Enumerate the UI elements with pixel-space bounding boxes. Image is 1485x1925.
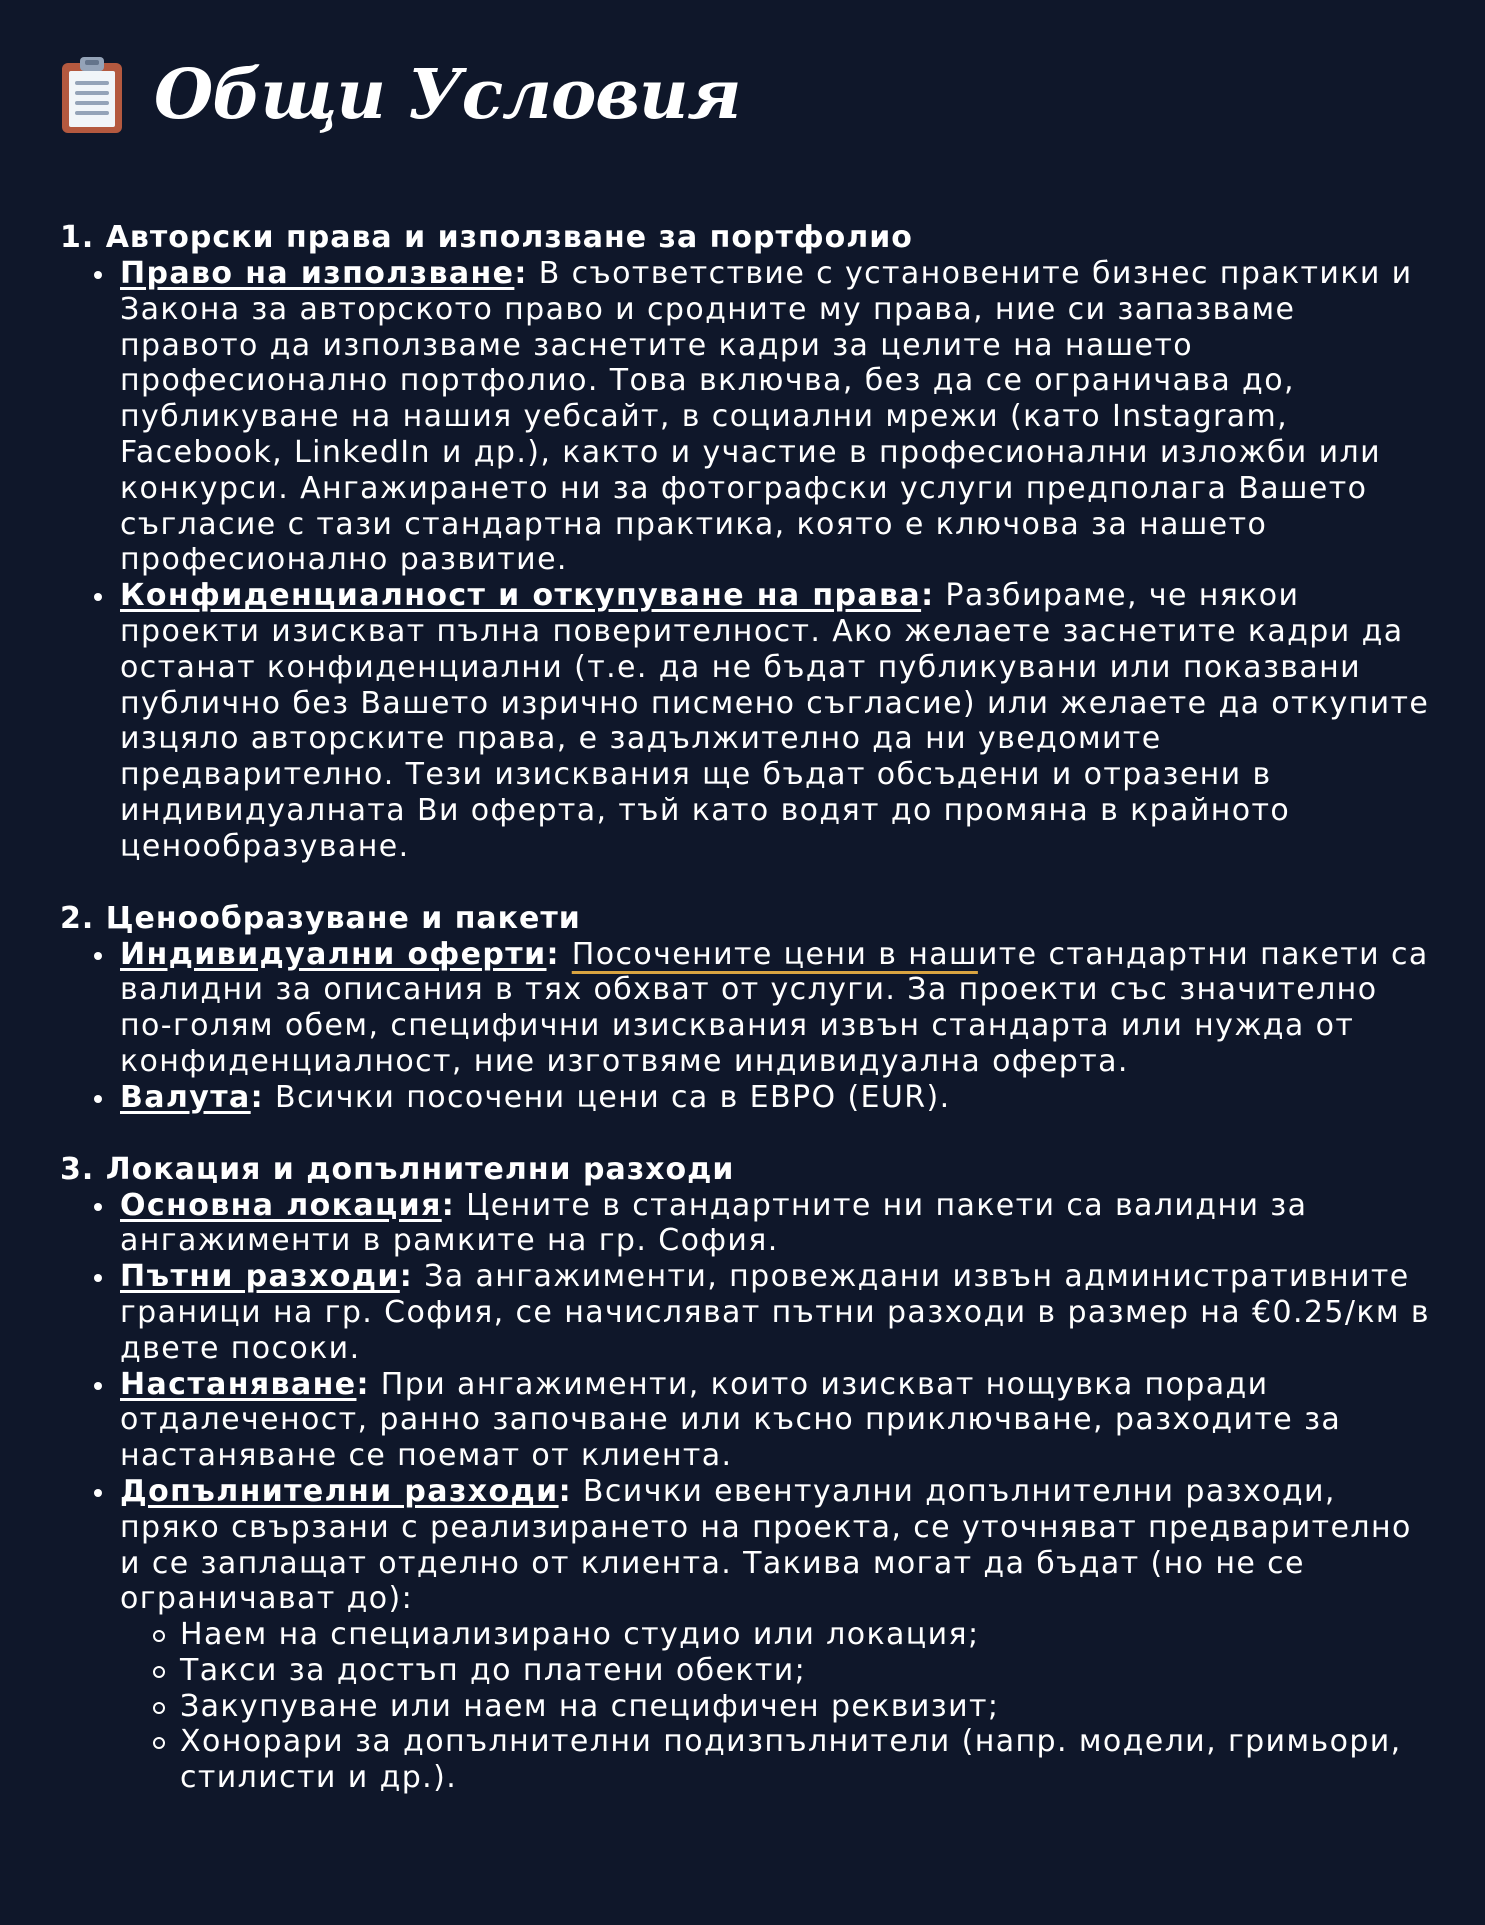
bullet-list [60, 1188, 1435, 1797]
sub-list-item: Хонорари за допълнителни подизпълнители (напр. модели, гримьори, стилисти и др.). [180, 1724, 1435, 1796]
term-label: Конфиденциалност и откупуване на права [120, 578, 922, 614]
term-label: Пътни разходи [120, 1259, 400, 1295]
list-item: Основна локация: Цените в стандартните ни пакети са валидни за ангажименти в рамките на гр. София. [120, 1188, 1435, 1260]
sub-list-item: Такси за достъп до платени обекти; [180, 1653, 1435, 1689]
section-copyright [60, 220, 1435, 865]
bullet-list [60, 256, 1435, 865]
list-item: Настаняване: При ангажименти, които изискват нощувка поради отдалеченост, ранно започване или късно приключване, разходите за настаняване се поемат от клиента. [120, 1367, 1435, 1474]
list-item: Валута: Всички посочени цени са в ЕВРО (EUR). [120, 1080, 1435, 1116]
title-row [60, 40, 1435, 150]
term-text: Всички посочени цени са в ЕВРО (EUR). [264, 1079, 951, 1115]
list-item: Пътни разходи: За ангажименти, провеждани извън административните граници на гр. София, се начисляват пътни разходи в размер на €0.25/км в двете посоки. [120, 1259, 1435, 1366]
clipboard-icon [60, 55, 124, 135]
section-location [60, 1152, 1435, 1797]
page-title: Общи Условия [154, 55, 741, 135]
section-heading: 2. Ценообразуване и пакети [60, 900, 581, 936]
section-heading: 1. Авторски права и използване за портфолио [60, 220, 913, 255]
terms-sections [60, 220, 1435, 1796]
sub-list-item: Закупуване или наем на специфичен реквизит; [180, 1689, 1435, 1725]
term-text: Разбираме, че някои проекти изискват пълна поверителност. Ако желаете заснетите кадри да останат конфиденциални (т.е. да не бъдат публикувани или показвани публично без Вашето изрично писмено съгласие) или желаете да откупите изцяло авторските права, е задължително да ни уведомите предварително. Тези изисквания ще бъдат обсъдени и отразени в индивидуалната Ви оферта, тъй като водят до промяна в крайното ценообразуване. [120, 578, 1430, 864]
term-label: Настаняване [120, 1366, 357, 1402]
list-item: Право на използване: В съответствие с установените бизнес практики и Закона за авторското право и сродните му права, ние си запазваме правото да използваме заснетите кадри за целите на нашето професионално портфолио. Това включва, без да се ограничава до, публикуване на нашия уебсайт, в социални мрежи (като Instagram, Facebook, LinkedIn и др.), както и участие в професионални изложби или конкурси. Ангажирането ни за фотографски услуги предполага Вашето съгласие с тази стандартна практика, която е ключова за нашето професионално развитие. [120, 256, 1435, 578]
term-text: При ангажименти, които изискват нощувка поради отдалеченост, ранно започване или късно приключване, разходите за настаняване се поемат от клиента. [120, 1366, 1342, 1474]
term-text: За ангажименти, провеждани извън административните граници на гр. София, се начисляват пътни разходи в размер на €0.25/км в двете посоки. [120, 1259, 1430, 1366]
term-text: Всички евентуални допълнителни разходи, пряко свързани с реализирането на проекта, се уточняват предварително и се заплащат отделно от клиента. Такива могат да бъдат (но не се ограничават до): [120, 1473, 1412, 1617]
term-label: Право на използване [120, 256, 515, 291]
term-label: Основна локация [120, 1187, 442, 1223]
sub-bullet-list [120, 1617, 1435, 1796]
highlighted-text: Посочените цени в наш [571, 936, 978, 972]
section-heading: 3. Локация и допълнителни разходи [60, 1151, 735, 1187]
term-text: ите стандартни пакети са валидни за описания в тях обхват от услуги. За проекти със значително по-голям обем, специфични изисквания извън стандарта или нужда от конфиденциалност, ние изготвяме индивидуална оферта. [120, 936, 1429, 1079]
list-item: Индивидуални оферти: Посочените цени в нашите стандартни пакети са валидни за описания в тях обхват от услуги. За проекти със значително по-голям обем, специфични изисквания извън стандарта или нужда от конфиденциалност, ние изготвяме индивидуална оферта. [120, 937, 1435, 1080]
sub-list-item: Наем на специализирано студио или локация; [180, 1617, 1435, 1653]
list-item: Конфиденциалност и откупуване на права: Разбираме, че някои проекти изискват пълна поверителност. Ако желаете заснетите кадри да останат конфиденциални (т.е. да не бъдат публикувани или показвани публично без Вашето изрично писмено съгласие) или желаете да откупите изцяло авторските права, е задължително да ни уведомите предварително. Тези изисквания ще бъдат обсъдени и отразени в индивидуалната Ви оферта, тъй като водят до промяна в крайното ценообразуване. [120, 578, 1435, 864]
term-text: Цените в стандартните ни пакети са валидни за ангажименти в рамките на гр. София. [120, 1187, 1308, 1259]
term-label: Валута [120, 1079, 251, 1115]
term-text: В съответствие с установените бизнес практики и Закона за авторското право и сродните му права, ние си запазваме правото да използваме заснетите кадри за целите на нашето професионално портфолио. Това включва, без да се ограничава до, публикуване на нашия уебсайт, в социални мрежи (като Instagram, Facebook, LinkedIn и др.), както и участие в професионални изложби или конкурси. Ангажирането ни за фотографски услуги предполага Вашето съгласие с тази стандартна практика, която е ключова за нашето професионално развитие. [120, 256, 1413, 578]
section-pricing [60, 901, 1435, 1116]
list-item: Допълнителни разходи: Всички евентуални допълнителни разходи, пряко свързани с реализирането на проекта, се уточняват предварително и се заплащат отделно от клиента. Такива могат да бъдат (но не се ограничават до): Наем на специализирано студио или локация; Такси за достъп до платени обекти; Закупуване или наем на специфичен реквизит; Хонорари за допълнителни подизпълнители (напр. модели, гримьори, стилисти и др.). [120, 1474, 1435, 1796]
bullet-list [60, 937, 1435, 1116]
term-label: Допълнителни разходи [120, 1473, 559, 1509]
term-label: Индивидуални оферти [120, 936, 547, 972]
